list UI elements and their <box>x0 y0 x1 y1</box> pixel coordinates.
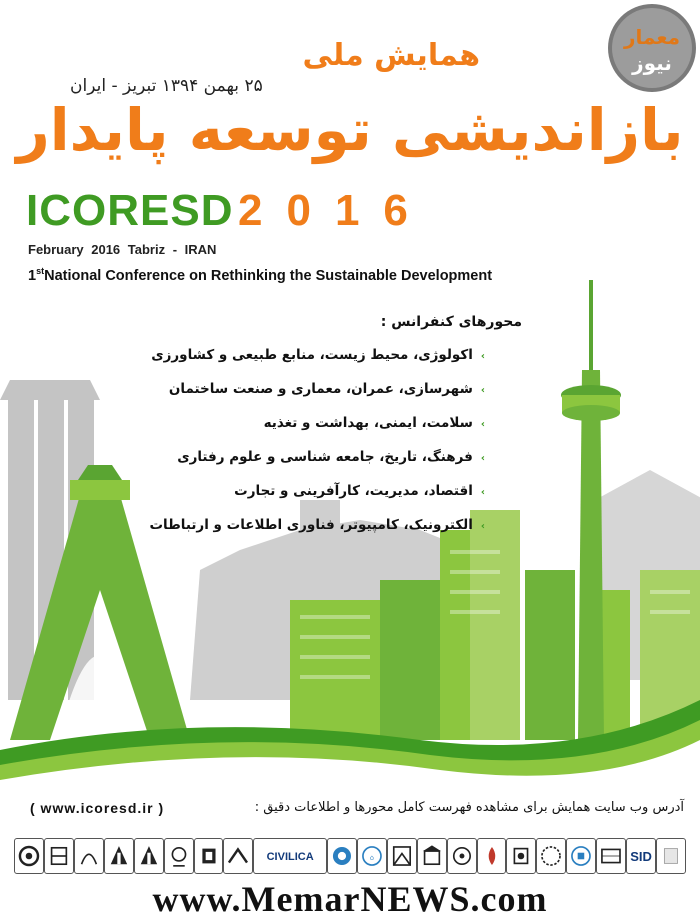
institute-logo-1 <box>44 838 74 874</box>
topics-list <box>149 344 485 548</box>
ordinal-number: 1 <box>28 267 37 284</box>
english-date: February 2016 Tabriz - IRAN <box>28 242 217 257</box>
azad-university-logo-1 <box>104 838 134 874</box>
svg-text:⌂: ⌂ <box>369 853 374 862</box>
conference-acronym: ICORESD <box>26 186 234 235</box>
topic-text: الکترونیک، کامپیوتر، فناوری اطلاعات و ارتباطات <box>149 517 473 533</box>
topic-item <box>149 514 485 548</box>
organization-logo-3 <box>223 838 253 874</box>
organization-logo-2 <box>194 838 224 874</box>
organization-logo-5 <box>357 838 387 874</box>
ordinal-suffix: st <box>36 266 45 276</box>
civilica-logo <box>253 838 327 874</box>
topic-item <box>149 344 485 378</box>
bullet-icon: › <box>480 521 485 532</box>
civilica-label: CIVILICA <box>266 851 314 863</box>
sponsor-logos-row <box>14 834 686 878</box>
memarnews-watermark: www.MemarNEWS.com <box>152 879 548 919</box>
topic-text: اقتصاد، مدیریت، کارآفرینی و تجارت <box>234 483 473 499</box>
organization-logo-12 <box>656 838 686 874</box>
topic-text: سلامت، ایمنی، بهداشت و تغذیه <box>263 415 473 431</box>
iran-emblem-logo <box>477 838 507 874</box>
topic-item <box>149 412 485 446</box>
topic-text: شهرسازی، عمران، معماری و صنعت ساختمان <box>168 381 473 397</box>
organization-logo-9 <box>506 838 536 874</box>
svg-text:نیوز: نیوز <box>632 51 672 75</box>
website-instructions: آدرس وب سایت همایش برای مشاهده فهرست کامل محورها و اطلاعات دقیق : <box>254 800 684 815</box>
svg-text:معمار: معمار <box>623 25 681 49</box>
conference-title-fa: بازاندیشی توسعه پایدار <box>16 96 684 164</box>
bullet-icon: › <box>480 385 485 396</box>
memarnews-badge-logo <box>590 0 700 110</box>
organization-logo-6 <box>387 838 417 874</box>
website-link[interactable]: ( www.icoresd.ir ) <box>30 800 165 816</box>
conference-subtitle: همایش ملی <box>302 38 480 73</box>
topic-item <box>149 446 485 480</box>
institute-logo-2 <box>74 838 104 874</box>
organization-logo-1 <box>164 838 194 874</box>
jihad-daneshgahi-logo <box>566 838 596 874</box>
bullet-icon: › <box>480 453 485 464</box>
topic-text: اکولوژی، محیط زیست، منابع طبیعی و کشاورزی <box>151 347 473 363</box>
organization-logo-11 <box>596 838 626 874</box>
bullet-icon: › <box>480 351 485 362</box>
organization-logo-4 <box>327 838 357 874</box>
organization-logo-10 <box>536 838 566 874</box>
sid-label: SID <box>630 849 652 864</box>
azad-university-logo-2 <box>134 838 164 874</box>
sid-logo <box>626 838 656 874</box>
topic-text: فرهنگ، تاریخ، جامعه شناسی و علوم رفتاری <box>177 449 473 465</box>
topic-item <box>149 378 485 412</box>
university-logo-1 <box>14 838 44 874</box>
persian-date: ۲۵ بهمن ۱۳۹۴ تبریز - ایران <box>70 76 263 96</box>
conference-year: 2016 <box>238 186 432 235</box>
organization-logo-7 <box>417 838 447 874</box>
organization-logo-8 <box>447 838 477 874</box>
bullet-icon: › <box>480 487 485 498</box>
topic-item <box>149 480 485 514</box>
topics-title: محورهای کنفرانس : <box>380 314 522 330</box>
conference-name-text: National Conference on Rethinking the Sustainable Development <box>44 267 493 284</box>
bullet-icon: › <box>480 419 485 430</box>
